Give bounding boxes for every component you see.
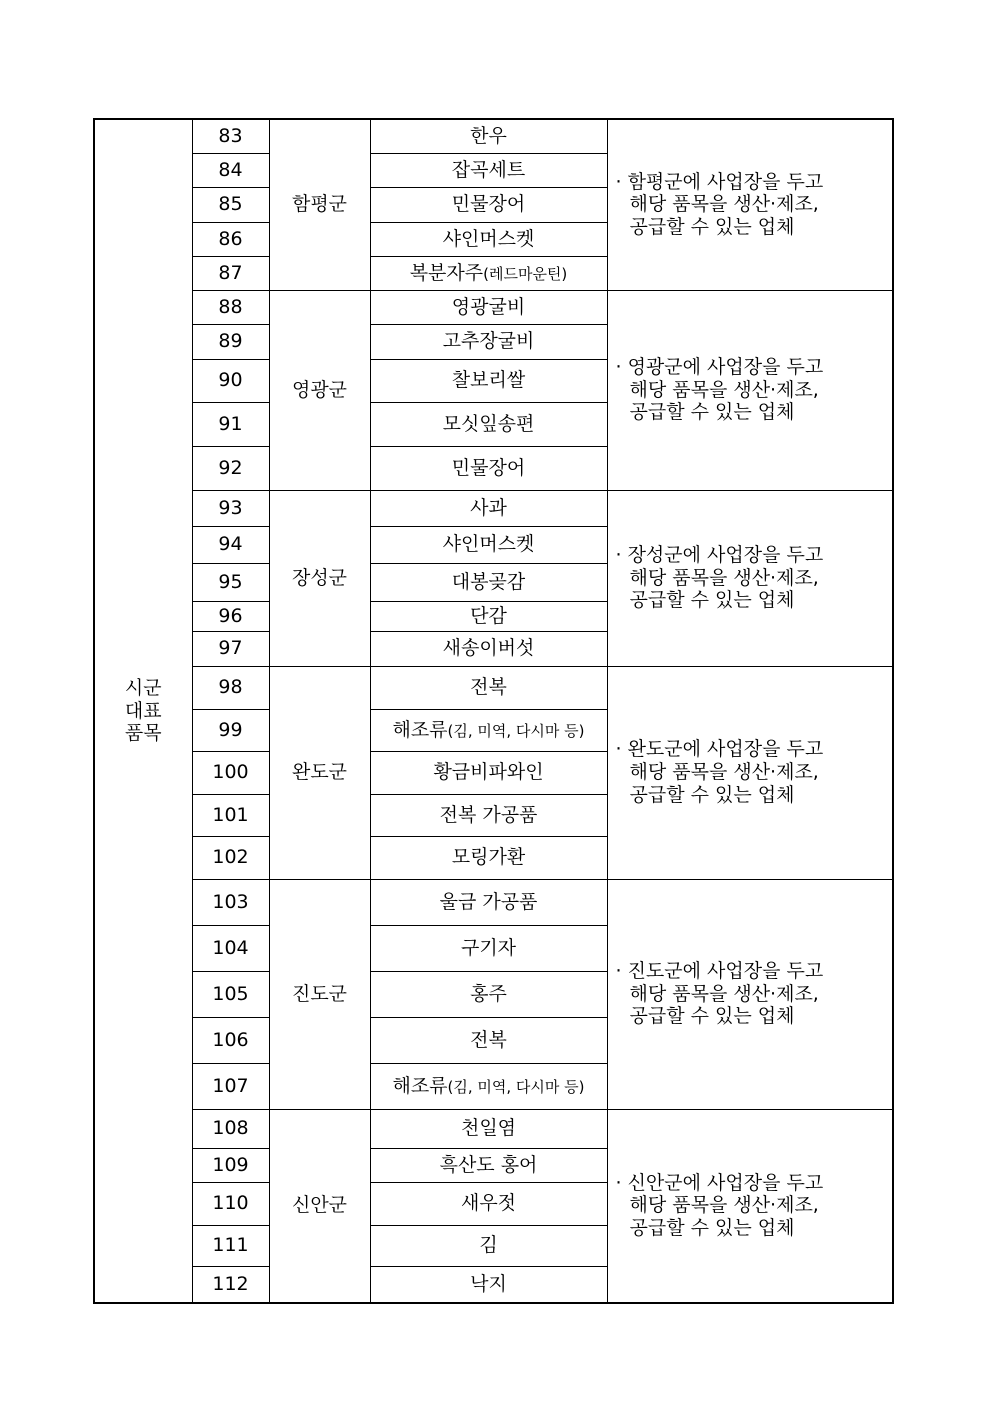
eligibility-description (607, 879, 893, 1109)
product-name-cell (370, 359, 607, 402)
region-name: 영광군 (269, 290, 370, 490)
product-name: 낙지 (470, 1272, 507, 1295)
item-number: 110 (192, 1182, 269, 1225)
product-name-cell (370, 1148, 607, 1182)
item-number: 102 (192, 836, 269, 879)
category-label: 시군 (124, 676, 162, 699)
description-line: 공급할 수 있는 업체 (629, 216, 795, 239)
item-number: 108 (192, 1109, 269, 1148)
product-name: 한우 (470, 124, 507, 147)
item-number: 85 (192, 187, 269, 222)
product-table (93, 118, 894, 1304)
product-name: 민물장어 (451, 456, 526, 479)
item-number: 86 (192, 222, 269, 256)
region-name: 완도군 (269, 666, 370, 879)
product-name: 전복 (470, 1028, 507, 1051)
description-line: 공급할 수 있는 업체 (629, 1217, 795, 1240)
product-name: 천일염 (460, 1117, 517, 1140)
product-name-cell (370, 446, 607, 490)
region-name: 신안군 (269, 1109, 370, 1303)
eligibility-description (607, 666, 893, 879)
table-row (94, 1109, 893, 1148)
product-name-cell (370, 256, 607, 290)
product-name-cell (370, 1063, 607, 1109)
product-name-cell (370, 879, 607, 925)
item-number: 84 (192, 153, 269, 187)
product-name-cell (370, 709, 607, 751)
item-number: 99 (192, 709, 269, 751)
description-line: · 영광군에 사업장을 두고 (615, 355, 824, 378)
description-line: 해당 품목을 생산·제조, (629, 193, 819, 216)
description-line: · 장성군에 사업장을 두고 (615, 543, 824, 566)
item-number: 87 (192, 256, 269, 290)
table-row (94, 490, 893, 526)
product-name: 고추장굴비 (442, 330, 535, 353)
table-row (94, 879, 893, 925)
product-name: 전복 가공품 (439, 803, 538, 826)
item-number: 103 (192, 879, 269, 925)
product-name-cell (370, 1225, 607, 1266)
product-name: 새송이버섯 (442, 637, 535, 660)
product-name-cell (370, 1266, 607, 1303)
product-name: 울금 가공품 (439, 890, 538, 913)
table-row (94, 119, 893, 153)
product-name-cell (370, 490, 607, 526)
product-name: 모싯잎송편 (442, 412, 535, 435)
product-name: 단감 (470, 604, 507, 627)
product-name-cell (370, 119, 607, 153)
product-name-cell (370, 666, 607, 709)
item-number: 106 (192, 1017, 269, 1063)
item-number: 100 (192, 751, 269, 794)
product-name: 샤인머스켓 (442, 533, 535, 556)
item-number: 101 (192, 794, 269, 836)
product-name-cell (370, 1109, 607, 1148)
item-number: 93 (192, 490, 269, 526)
product-name-cell (370, 290, 607, 324)
product-name: 복분자주 (409, 261, 484, 284)
description-line: · 신안군에 사업장을 두고 (615, 1171, 824, 1194)
description-line: 공급할 수 있는 업체 (629, 1005, 795, 1028)
description-line: · 진도군에 사업장을 두고 (615, 959, 824, 982)
product-name-cell (370, 631, 607, 666)
item-number: 88 (192, 290, 269, 324)
product-name: 민물장어 (451, 193, 526, 216)
description-line: 해당 품목을 생산·제조, (629, 982, 819, 1005)
description-line: 해당 품목을 생산·제조, (629, 1194, 819, 1217)
item-number: 89 (192, 324, 269, 359)
product-name-cell (370, 971, 607, 1017)
product-note: (레드마운틴) (483, 264, 568, 283)
product-name: 해조류 (392, 1074, 448, 1097)
product-name: 찰보리쌀 (451, 369, 526, 392)
product-name-cell (370, 1182, 607, 1225)
region-name: 장성군 (269, 490, 370, 666)
item-number: 105 (192, 971, 269, 1017)
item-number: 97 (192, 631, 269, 666)
product-name: 잡곡세트 (451, 158, 526, 181)
product-name: 모링가환 (451, 846, 526, 869)
product-name-cell (370, 751, 607, 794)
description-line: 공급할 수 있는 업체 (629, 401, 795, 424)
product-name: 해조류 (392, 718, 448, 741)
product-name: 대봉곶감 (451, 570, 526, 593)
product-name: 흑산도 홍어 (439, 1153, 538, 1176)
item-number: 90 (192, 359, 269, 402)
item-number: 111 (192, 1225, 269, 1266)
description-line: 공급할 수 있는 업체 (629, 783, 795, 806)
description-line: · 함평군에 사업장을 두고 (615, 170, 824, 193)
item-number: 98 (192, 666, 269, 709)
product-name-cell (370, 526, 607, 563)
eligibility-description (607, 1109, 893, 1303)
product-name: 전복 (470, 676, 507, 699)
item-number: 92 (192, 446, 269, 490)
category-label: 대표 (124, 699, 162, 722)
eligibility-description (607, 490, 893, 666)
table-row (94, 290, 893, 324)
eligibility-description (607, 119, 893, 290)
product-name-cell (370, 153, 607, 187)
product-name: 김 (479, 1234, 498, 1257)
item-number: 94 (192, 526, 269, 563)
product-name: 샤인머스켓 (442, 227, 535, 250)
description-line: 해당 품목을 생산·제조, (629, 761, 819, 784)
product-name: 홍주 (470, 982, 507, 1005)
item-number: 109 (192, 1148, 269, 1182)
product-name: 새우젓 (460, 1192, 517, 1215)
product-name: 구기자 (460, 936, 517, 959)
region-name: 함평군 (269, 119, 370, 290)
item-number: 107 (192, 1063, 269, 1109)
product-name-cell (370, 222, 607, 256)
item-number: 104 (192, 925, 269, 971)
product-name-cell (370, 601, 607, 631)
product-name: 황금비파와인 (433, 761, 544, 784)
product-name-cell (370, 324, 607, 359)
product-name-cell (370, 794, 607, 836)
product-note: (김, 미역, 다시마 등) (447, 721, 585, 740)
product-name-cell (370, 187, 607, 222)
item-number: 112 (192, 1266, 269, 1303)
description-line: 해당 품목을 생산·제조, (629, 566, 819, 589)
product-name: 사과 (470, 496, 507, 519)
product-name-cell (370, 925, 607, 971)
product-name-cell (370, 836, 607, 879)
item-number: 96 (192, 601, 269, 631)
product-name-cell (370, 1017, 607, 1063)
product-note: (김, 미역, 다시마 등) (447, 1077, 585, 1096)
table-row (94, 666, 893, 709)
eligibility-description (607, 290, 893, 490)
category-cell (94, 119, 192, 1303)
item-number: 95 (192, 563, 269, 601)
product-name: 영광굴비 (451, 295, 526, 318)
region-name: 진도군 (269, 879, 370, 1109)
item-number: 91 (192, 402, 269, 446)
item-number: 83 (192, 119, 269, 153)
description-line: 공급할 수 있는 업체 (629, 589, 795, 612)
product-name-cell (370, 402, 607, 446)
description-line: · 완도군에 사업장을 두고 (615, 738, 824, 761)
description-line: 해당 품목을 생산·제조, (629, 378, 819, 401)
category-label: 품목 (124, 722, 162, 745)
product-name-cell (370, 563, 607, 601)
